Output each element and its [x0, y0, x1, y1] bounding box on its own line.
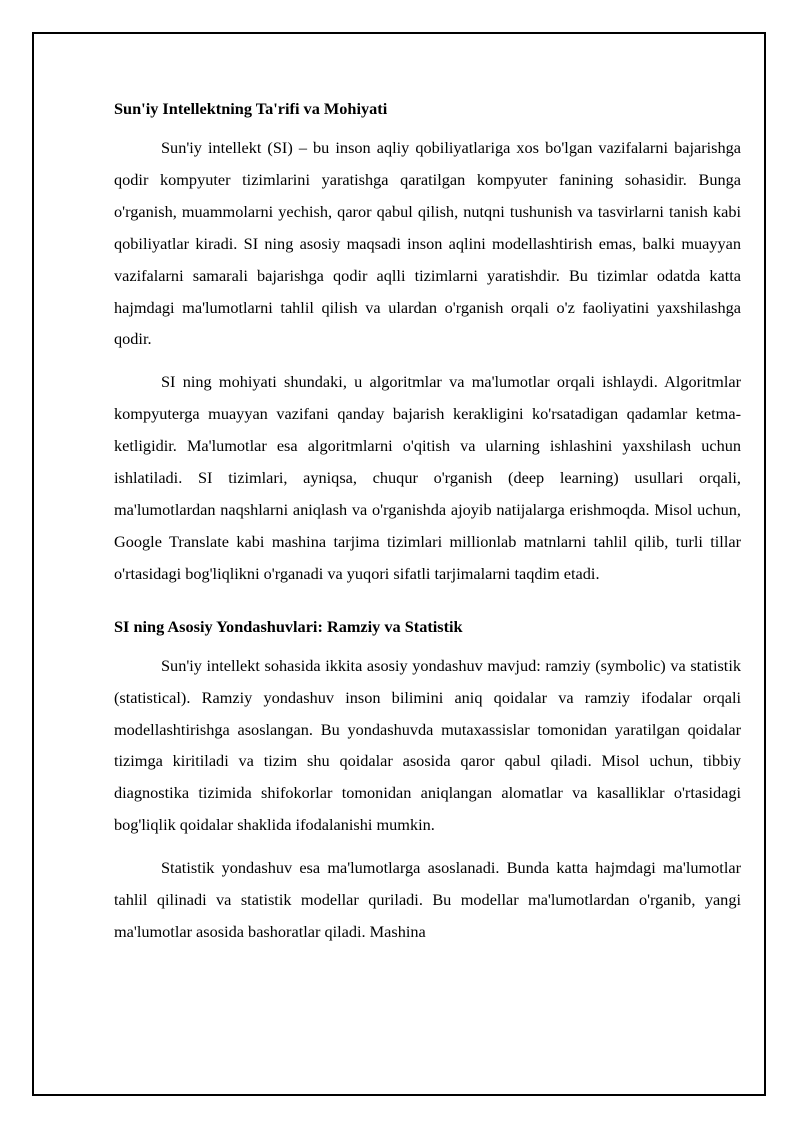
document-body [114, 98, 741, 959]
paragraph: Statistik yondashuv esa ma'lumotlarga asoslanadi. Bunda katta hajmdagi ma'lumotlar tahlil qilinadi va statistik modellar quriladi. Bu modellar ma'lumotlardan o'rganib, yangi ma'lumotlar asosida bashoratlar qiladi. Mashina [114, 858, 741, 941]
section-heading-si-approaches: SI ning Asosiy Yondashuvlari: Ramziy va Statistik [114, 616, 463, 636]
paragraph: Sun'iy intellekt (SI) – bu inson aqliy qobiliyatlariga xos bo'lgan vazifalarni bajarishga qodir kompyuter tizimlarini yaratishga qaratilgan kompyuter fanining sohasidir. Bunga o'rganish, muammolarni yechish, qaror qabul qilish, nutqni tushunish va tasvirlarni tanish kabi qobiliyatlar kiradi. SI ning asosiy maqsadi inson aqlini modellashtirish emas, balki muayyan vazifalarni samarali bajarishga qodir aqlli tizimlarni yaratishdir. Bu tizimlar odatda katta hajmdagi ma'lumotlarni tahlil qilish va ulardan o'rganish orqali o'z faoliyatini yaxshilashga qodir. [114, 138, 741, 349]
paragraph: Sun'iy intellekt sohasida ikkita asosiy yondashuv mavjud: ramziy (symbolic) va statistik (statistical). Ramziy yondashuv inson bilimini aniq qoidalar va ramziy ifodalar orqali modellashtirishga asoslangan. Bu yondashuvda mutaxassislar tomonidan yaratilgan qoidalar tizimga kiritiladi va tizim shu qoidalar asosida qaror qabul qiladi. Misol uchun, tibbiy diagnostika tizimida shifokorlar tomonidan aniqlangan alomatlar va kasalliklar o'rtasidagi bog'liqlik qoidalar shaklida ifodalanishi mumkin. [114, 655, 741, 835]
section-heading-si-definition: Sun'iy Intellektning Ta'rifi va Mohiyati [114, 99, 388, 118]
paragraph: SI ning mohiyati shundaki, u algoritmlar va ma'lumotlar orqali ishlaydi. Algoritmlar kompyuterga muayyan vazifani qanday bajarish kerakligini ko'rsatadigan qadamlar ketma-ketligidir. Ma'lumotlar esa algoritmlarni o'qitish va ularning ishlashini yaxshilash uchun ishlatiladi. SI tizimlari, ayniqsa, chuqur o'rganish (deep learning) usullari orqali, ma'lumotlardan naqshlarni aniqlash va o'rganishda ajoyib natijalarga erishmoqda. Misol uchun, Google Translate kabi mashina tarjima tizimlari millionlab matnlarni tahlil qilib, turli tillar o'rtasidagi bog'liqlikni o'rganadi va yuqori sifatli tarjimalarni taqdim etadi. [114, 372, 741, 583]
